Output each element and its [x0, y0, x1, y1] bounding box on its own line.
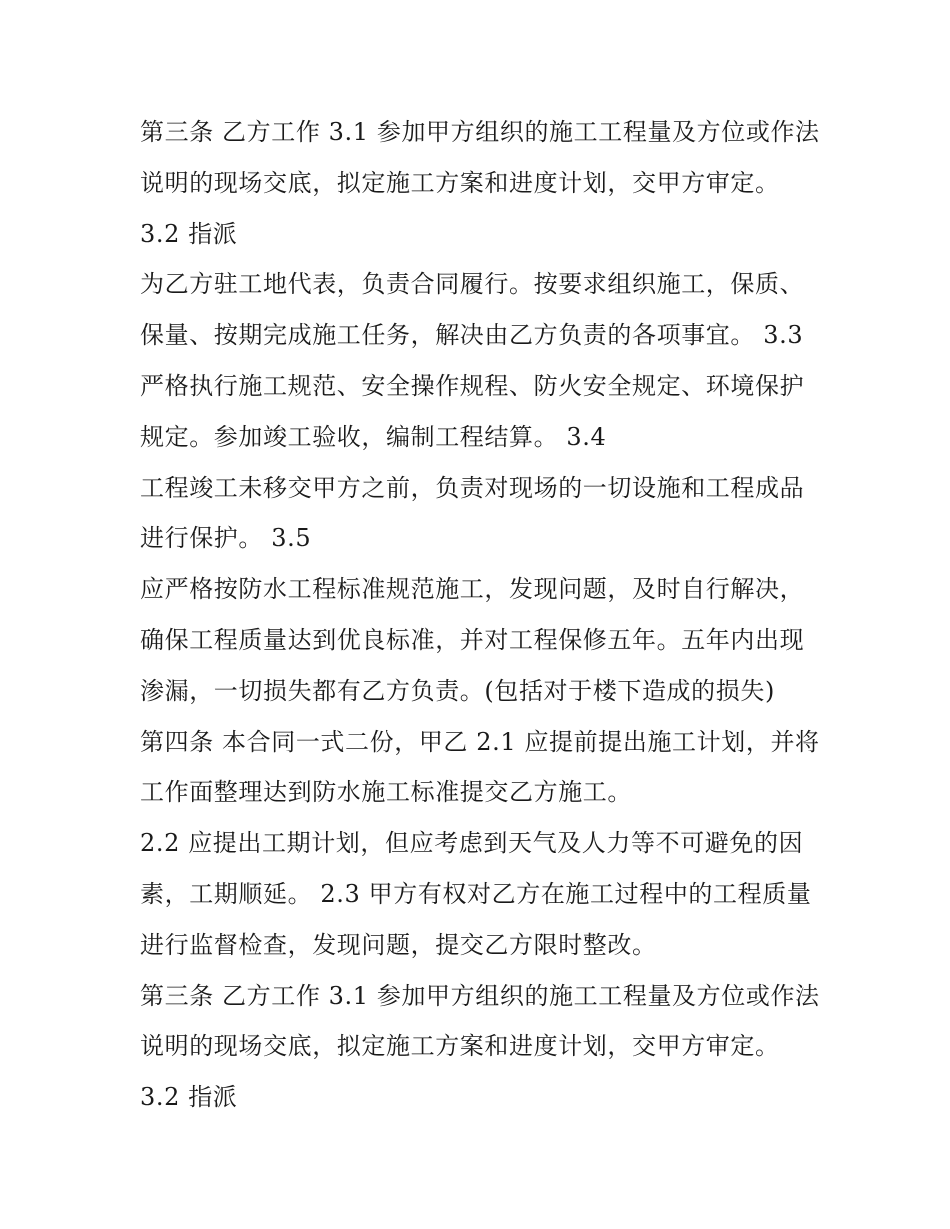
text-line: 应严格按防水工程标准规范施工，发现问题，及时自行解决，: [140, 575, 805, 604]
text-line: 第三条 乙方工作 3.1 参加甲方组织的施工工程量及方位或作法: [140, 981, 820, 1010]
text-line: 素，工期顺延。 2.3 甲方有权对乙方在施工过程中的工程质量: [140, 879, 812, 908]
text-line: 第三条 乙方工作 3.1 参加甲方组织的施工工程量及方位或作法: [140, 118, 820, 146]
text-line: 进行监督检查，发现问题，提交乙方限时整改。: [140, 930, 657, 959]
text-line: 工作面整理达到防水施工标准提交乙方施工。: [140, 778, 632, 807]
text-line: 规定。参加竣工验收，编制工程结算。 3.4: [140, 422, 607, 451]
text-line: 确保工程质量达到优良标准，并对工程保修五年。五年内出现: [140, 625, 805, 654]
text-line: 3.2 指派: [140, 219, 238, 248]
text-line: 第四条 本合同一式二份，甲乙 2.1 应提前提出施工计划，并将: [140, 727, 820, 756]
text-line: 工程竣工未移交甲方之前，负责对现场的一切设施和工程成品: [140, 473, 805, 502]
text-line: 3.2 指派: [140, 1083, 238, 1112]
document-body: [140, 107, 820, 1123]
text-line: 渗漏，一切损失都有乙方负责。(包括对于楼下造成的损失): [140, 676, 775, 705]
text-line: 严格执行施工规范、安全操作规程、防火安全规定、环境保护: [140, 371, 805, 400]
text-line: 2.2 应提出工期计划，但应考虑到天气及人力等不可避免的因: [140, 829, 804, 858]
text-line: 进行保护。 3.5: [140, 524, 312, 553]
text-line: 保量、按期完成施工任务，解决由乙方负责的各项事宜。 3.3: [140, 321, 804, 350]
text-line: 为乙方驻工地代表，负责合同履行。按要求组织施工，保质、: [140, 270, 805, 299]
text-line: 说明的现场交底，拟定施工方案和进度计划，交甲方审定。: [140, 168, 780, 197]
text-line: 说明的现场交底，拟定施工方案和进度计划，交甲方审定。: [140, 1032, 780, 1061]
